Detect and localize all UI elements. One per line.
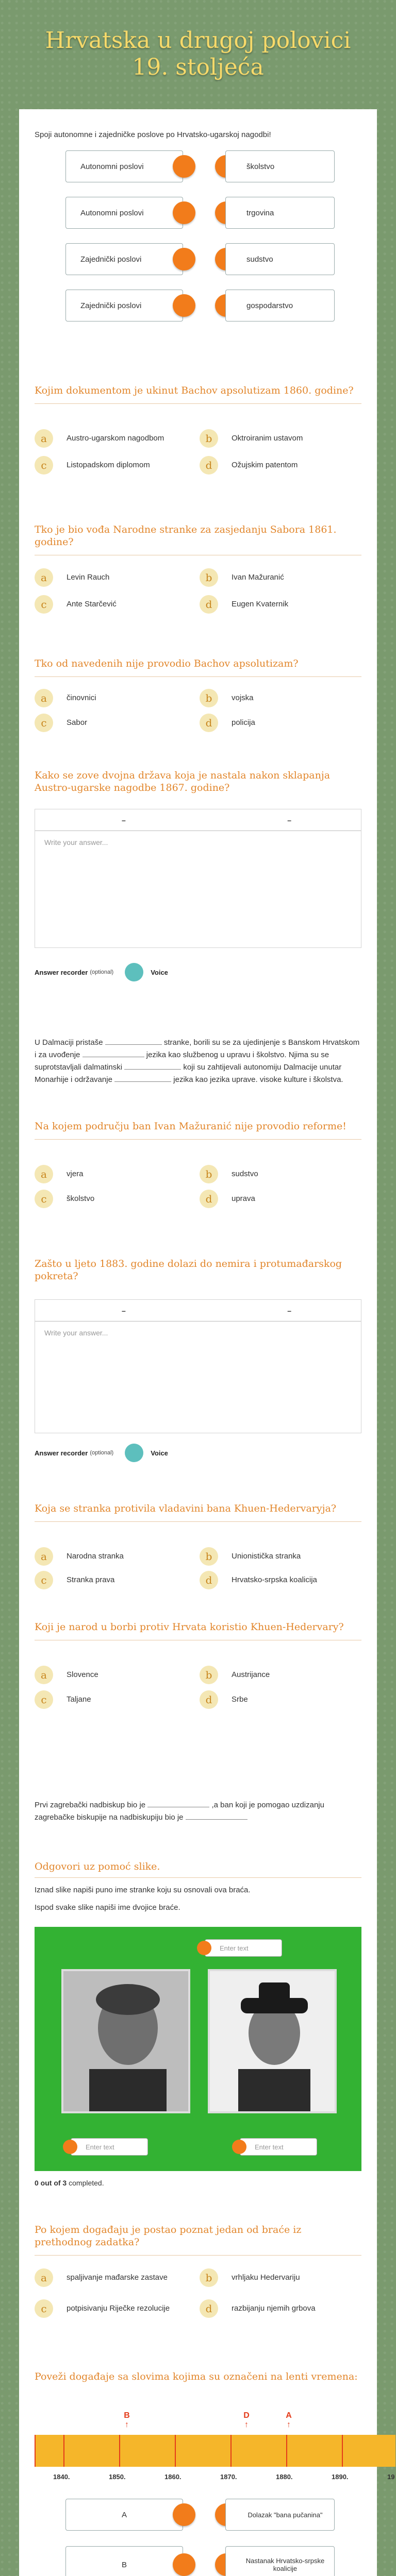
question-title: Odgovori uz pomoć slike. bbox=[35, 1861, 160, 1872]
timeline-tick bbox=[230, 2435, 232, 2467]
arrow-up-icon: ↑ bbox=[287, 2420, 291, 2429]
toolbar-dash[interactable]: – bbox=[287, 1306, 291, 1315]
matching-right-label: gospodarstvo bbox=[246, 301, 293, 310]
option-letter: c bbox=[35, 1571, 53, 1589]
option-text: razbijanju njemih grbova bbox=[232, 2304, 316, 2313]
option-c[interactable] bbox=[35, 1570, 189, 1590]
matching-left-item[interactable] bbox=[65, 290, 183, 321]
blank-input[interactable] bbox=[147, 1800, 209, 1807]
option-a[interactable] bbox=[35, 567, 189, 588]
timeline-tick bbox=[286, 2435, 287, 2467]
recorder-label: Answer recorder bbox=[35, 968, 88, 976]
pin-marker bbox=[197, 1941, 211, 1955]
divider bbox=[35, 1139, 361, 1140]
matching-row bbox=[35, 290, 361, 321]
question-title: Kako se zove dvojna država koja je nastala nakon sklapanja Austro-ugarske nagodbe 1867. godine? bbox=[35, 770, 331, 793]
divider bbox=[35, 2255, 361, 2256]
marker-letter: A bbox=[286, 2411, 292, 2420]
option-letter: b bbox=[200, 1666, 218, 1684]
mcq-question bbox=[35, 2224, 361, 2327]
option-letter: d bbox=[200, 595, 218, 614]
option-c[interactable] bbox=[35, 1689, 189, 1710]
matching-left-label: Zajednički poslovi bbox=[80, 301, 142, 310]
connector-dot[interactable] bbox=[173, 155, 195, 178]
timeline-bar bbox=[35, 2435, 395, 2467]
label-placeholder: Enter text bbox=[255, 2143, 284, 2151]
fill-text: koji su zahtijevali autonomiju Dalmacije unutar Monarhije i održavanje bbox=[35, 1063, 342, 1084]
option-letter: a bbox=[35, 1666, 53, 1684]
year-label: 1890. bbox=[332, 2473, 349, 2481]
fill-in-text bbox=[35, 1799, 361, 1824]
option-letter: a bbox=[35, 429, 53, 448]
connector-dot[interactable] bbox=[173, 2503, 195, 2526]
portrait-photo-right bbox=[208, 1969, 337, 2113]
mcq-question bbox=[35, 1503, 361, 1596]
fill-text: stranke, borili su se za ujedinjenje s Banskom Hrvatskom i za uvođenje bbox=[35, 1038, 360, 1059]
image-label-question bbox=[35, 1861, 361, 2201]
matching-prompt: Spoji autonomne i zajedničke poslove po Hrvatsko-ugarskoj nagodbi! bbox=[35, 130, 271, 139]
mcq-question bbox=[35, 1621, 361, 1714]
editor-toolbar bbox=[35, 809, 361, 831]
record-voice-button[interactable] bbox=[125, 1444, 143, 1462]
option-b[interactable] bbox=[200, 1665, 354, 1685]
option-letter: b bbox=[200, 1547, 218, 1566]
recorder-optional: (optional) bbox=[90, 969, 114, 975]
mcq-question bbox=[35, 1121, 361, 1224]
year-label: 1860. bbox=[164, 2473, 182, 2481]
mcq-question bbox=[35, 658, 361, 745]
timeline-letter-box[interactable] bbox=[65, 2499, 183, 2531]
arrow-up-icon: ↑ bbox=[244, 2420, 249, 2429]
timeline-letter-box[interactable] bbox=[65, 2546, 183, 2576]
completion-status bbox=[35, 2177, 104, 2189]
mcq-question bbox=[35, 524, 361, 627]
option-letter: a bbox=[35, 689, 53, 707]
toolbar-dash[interactable]: – bbox=[122, 1306, 126, 1315]
question-title: Tko od navedenih nije provodio Bachov apsolutizam? bbox=[35, 658, 299, 669]
option-letter: d bbox=[200, 1690, 218, 1709]
timeline-marker bbox=[285, 2411, 292, 2430]
option-letter: c bbox=[35, 595, 53, 614]
completion-suffix: completed. bbox=[69, 2179, 104, 2187]
matching-left-label: Zajednički poslovi bbox=[80, 255, 142, 264]
option-letter: d bbox=[200, 1571, 218, 1589]
event-box[interactable] bbox=[225, 2499, 335, 2531]
timeline-question bbox=[35, 2371, 395, 2576]
connector-dot[interactable] bbox=[173, 248, 195, 270]
option-letter: d bbox=[200, 714, 218, 732]
labeling-image bbox=[35, 1927, 361, 2171]
label-input-left[interactable] bbox=[71, 2138, 148, 2156]
option-d[interactable] bbox=[200, 1570, 354, 1590]
option-text: Austro-ugarskom nagodbom bbox=[67, 434, 164, 443]
option-text: Slovence bbox=[67, 1670, 98, 1680]
matching-right-item[interactable] bbox=[225, 197, 335, 229]
option-c[interactable] bbox=[35, 2298, 189, 2319]
matching-right-label: trgovina bbox=[246, 208, 274, 217]
option-a[interactable] bbox=[35, 2267, 189, 2288]
matching-right-item[interactable] bbox=[225, 150, 335, 182]
year-label: 1880. bbox=[276, 2473, 293, 2481]
matching-right-item[interactable] bbox=[225, 290, 335, 321]
blank-input[interactable] bbox=[82, 1050, 144, 1057]
option-d[interactable] bbox=[200, 2298, 354, 2319]
question-title: Po kojem događaju je postao poznat jedan od braće iz prethodnog zadatka? bbox=[35, 2224, 302, 2248]
connector-dot[interactable] bbox=[173, 294, 195, 317]
arrow-up-icon: ↑ bbox=[125, 2420, 129, 2429]
matching-area bbox=[35, 150, 361, 320]
matching-left-item[interactable] bbox=[65, 197, 183, 229]
portrait-photo-left bbox=[61, 1969, 190, 2113]
fill-text: jezika kao jezika uprave. visoke kulture i školstva. bbox=[173, 1075, 343, 1084]
recorder-label: Answer recorder bbox=[35, 1449, 88, 1457]
voice-label: Voice bbox=[151, 968, 168, 976]
matching-right-item[interactable] bbox=[225, 243, 335, 275]
option-letter: d bbox=[200, 456, 218, 474]
option-d[interactable] bbox=[200, 594, 354, 615]
fill-text: jezika kao službenog u upravu i školstvo. Njima su se suprotstavljali dalmatinski bbox=[35, 1050, 329, 1072]
option-text: Ožujskim patentom bbox=[232, 461, 298, 470]
event-label: Dolazak "bana pučanina" bbox=[248, 2511, 323, 2519]
year-label: 1870. bbox=[220, 2473, 237, 2481]
open-question bbox=[35, 770, 361, 996]
option-text: vjera bbox=[67, 1170, 84, 1179]
year-label: 1840. bbox=[53, 2473, 70, 2481]
question-title: Na kojem području ban Ivan Mažuranić nije provodio reforme! bbox=[35, 1121, 346, 1132]
option-text: Unionistička stranka bbox=[232, 1552, 301, 1561]
option-letter: c bbox=[35, 2299, 53, 2318]
divider bbox=[35, 1521, 361, 1522]
completion-count: 0 out of 3 bbox=[35, 2179, 67, 2187]
matching-row bbox=[35, 243, 361, 275]
event-box[interactable] bbox=[225, 2546, 335, 2576]
page-title-line-2: 19. stoljeća bbox=[132, 54, 264, 80]
matching-left-label: Autonomni poslovi bbox=[80, 162, 144, 171]
matching-row bbox=[35, 150, 361, 182]
option-b[interactable] bbox=[200, 567, 354, 588]
option-letter: a bbox=[35, 2268, 53, 2287]
option-b[interactable] bbox=[200, 1546, 354, 1567]
option-letter: d bbox=[200, 2299, 218, 2318]
matching-row bbox=[35, 2546, 361, 2576]
option-c[interactable] bbox=[35, 455, 189, 476]
option-letter: a bbox=[35, 1165, 53, 1183]
question-title: Kojim dokumentom je ukinut Bachov apsolutizam 1860. godine? bbox=[35, 385, 354, 396]
question-title: Koji je narod u borbi protiv Hrvata koristio Khuen-Hedervary? bbox=[35, 1621, 344, 1633]
timeline-tick bbox=[342, 2435, 343, 2467]
timeline-tick bbox=[63, 2435, 64, 2467]
option-letter: b bbox=[200, 568, 218, 587]
option-text: Oktroiranim ustavom bbox=[232, 434, 303, 443]
matching-left-item[interactable] bbox=[65, 243, 183, 275]
worksheet-card bbox=[19, 109, 395, 2576]
option-letter: a bbox=[35, 568, 53, 587]
mcq-question bbox=[35, 385, 361, 488]
timeline-marker bbox=[123, 2411, 130, 2430]
option-d[interactable] bbox=[200, 1689, 354, 1710]
label-input-right[interactable] bbox=[240, 2138, 317, 2156]
option-text: Sabor bbox=[67, 718, 88, 727]
divider bbox=[35, 676, 361, 677]
option-d[interactable] bbox=[200, 1189, 354, 1209]
option-d[interactable] bbox=[200, 455, 354, 476]
fill-text: ,a ban koji je pomogao bbox=[211, 1801, 290, 1809]
option-text: Ivan Mažuranić bbox=[232, 573, 284, 582]
pin-marker bbox=[63, 2140, 77, 2154]
timeline-letter: B bbox=[121, 2560, 127, 2569]
answer-recorder bbox=[35, 1444, 168, 1462]
question-title: Tko je bio vođa Narodne stranke za zasjedanju Sabora 1861. godine? bbox=[35, 524, 337, 548]
option-letter: b bbox=[200, 1165, 218, 1183]
option-text: Hrvatsko-srpska koalicija bbox=[232, 1575, 317, 1585]
fill-in-text bbox=[35, 1037, 361, 1086]
divider bbox=[35, 1877, 361, 1878]
option-c[interactable] bbox=[35, 1189, 189, 1209]
timeline-tick bbox=[175, 2435, 176, 2467]
option-letter: c bbox=[35, 1690, 53, 1709]
answer-textarea[interactable]: Write your answer... bbox=[44, 1329, 108, 1337]
option-text: Levin Rauch bbox=[67, 573, 110, 582]
option-text: Eugen Kvaternik bbox=[232, 600, 289, 609]
answer-recorder bbox=[35, 963, 168, 981]
blank-input[interactable] bbox=[124, 1062, 181, 1070]
event-label: Nastanak Hrvatsko-srpske koalicije bbox=[245, 2557, 325, 2572]
option-text: uprava bbox=[232, 1194, 255, 1204]
blank-input[interactable] bbox=[186, 1812, 248, 1820]
option-a[interactable] bbox=[35, 428, 189, 449]
matching-row bbox=[35, 2499, 361, 2531]
option-text: policija bbox=[232, 718, 255, 727]
page-title bbox=[0, 0, 396, 108]
connector-dot[interactable] bbox=[173, 201, 195, 224]
label-placeholder: Enter text bbox=[86, 2143, 114, 2151]
portrait-illustration bbox=[63, 1971, 190, 2113]
option-text: vojska bbox=[232, 693, 254, 703]
option-c[interactable] bbox=[35, 594, 189, 615]
connector-dot[interactable] bbox=[173, 2553, 195, 2576]
option-letter: c bbox=[35, 456, 53, 474]
answer-editor bbox=[35, 1299, 361, 1433]
divider bbox=[35, 403, 361, 404]
option-b[interactable] bbox=[200, 688, 354, 708]
option-b[interactable] bbox=[200, 428, 354, 449]
option-text: Narodna stranka bbox=[67, 1552, 124, 1561]
option-text: Austrijance bbox=[232, 1670, 270, 1680]
option-d[interactable] bbox=[200, 713, 354, 733]
option-text: Listopadskom diplomom bbox=[67, 461, 150, 470]
marker-letter: B bbox=[124, 2411, 130, 2420]
option-text: Ante Starčević bbox=[67, 600, 117, 609]
label-input-top[interactable] bbox=[205, 1939, 282, 1957]
option-a[interactable] bbox=[35, 1665, 189, 1685]
matching-left-item[interactable] bbox=[65, 150, 183, 182]
option-letter: d bbox=[200, 1190, 218, 1208]
voice-label: Voice bbox=[151, 1449, 168, 1457]
toolbar-dash[interactable]: – bbox=[122, 816, 126, 824]
matching-row bbox=[35, 197, 361, 229]
fill-text: Prvi zagrebački nadbiskup bio je bbox=[35, 1801, 146, 1809]
option-text: školstvo bbox=[67, 1194, 95, 1204]
label-placeholder: Enter text bbox=[220, 1944, 249, 1952]
option-text: Srbe bbox=[232, 1695, 248, 1704]
matching-right-label: školstvo bbox=[246, 162, 275, 171]
option-letter: b bbox=[200, 689, 218, 707]
option-b[interactable] bbox=[200, 1164, 354, 1184]
option-text: Stranka prava bbox=[67, 1575, 115, 1585]
answer-textarea[interactable]: Write your answer... bbox=[44, 838, 108, 846]
editor-toolbar bbox=[35, 1300, 361, 1321]
option-text: spaljivanje mađarske zastave bbox=[67, 2273, 168, 2282]
option-text: vrhljaku Hedervariju bbox=[232, 2273, 300, 2282]
portrait-illustration bbox=[210, 1971, 337, 2113]
instruction: Iznad slike napiši puno ime stranke koju su osnovali ova braća. bbox=[35, 1885, 251, 1894]
option-text: potpisivanju Riječke rezolucije bbox=[67, 2304, 170, 2313]
matching-left-label: Autonomni poslovi bbox=[80, 208, 144, 217]
timeline-marker bbox=[243, 2411, 250, 2430]
open-question bbox=[35, 1258, 361, 1490]
option-letter: a bbox=[35, 1547, 53, 1566]
matching-question bbox=[35, 129, 361, 141]
question-title: Zašto u ljeto 1883. godine dolazi do nemira i protumađarskog pokreta? bbox=[35, 1258, 342, 1282]
option-b[interactable] bbox=[200, 2267, 354, 2288]
option-letter: c bbox=[35, 714, 53, 732]
answer-editor bbox=[35, 809, 361, 948]
option-text: činovnici bbox=[67, 693, 96, 703]
fill-text: U Dalmaciji pristaše bbox=[35, 1038, 103, 1047]
fill-text: uzdizanju zagrebačke biskupije na nadbiskupiju bio je bbox=[35, 1801, 324, 1822]
option-a[interactable] bbox=[35, 1164, 189, 1184]
option-letter: c bbox=[35, 1190, 53, 1208]
question-title: Koja se stranka protivila vladavini bana Khuen-Hedervaryja? bbox=[35, 1503, 337, 1514]
page-title-line-1: Hrvatska u drugoj polovici bbox=[45, 27, 351, 54]
option-letter: b bbox=[200, 2268, 218, 2287]
timeline-tick bbox=[119, 2435, 120, 2467]
record-voice-button[interactable] bbox=[125, 963, 143, 981]
pin-marker bbox=[232, 2140, 246, 2154]
year-label: 19 bbox=[387, 2473, 395, 2481]
blank-input[interactable] bbox=[114, 1075, 171, 1082]
marker-letter: D bbox=[243, 2411, 250, 2420]
option-letter: b bbox=[200, 429, 218, 448]
recorder-optional: (optional) bbox=[90, 1450, 114, 1456]
option-c[interactable] bbox=[35, 713, 189, 733]
option-a[interactable] bbox=[35, 688, 189, 708]
blank-input[interactable] bbox=[105, 1038, 162, 1045]
year-label: 1850. bbox=[109, 2473, 126, 2481]
instruction: Ispod svake slike napiši ime dvojice braće. bbox=[35, 1903, 180, 1912]
toolbar-dash[interactable]: – bbox=[287, 816, 291, 824]
option-a[interactable] bbox=[35, 1546, 189, 1567]
option-text: Taljane bbox=[67, 1695, 91, 1704]
question-title: Poveži događaje sa slovima kojima su označeni na lenti vremena: bbox=[35, 2371, 358, 2382]
matching-right-label: sudstvo bbox=[246, 255, 273, 264]
timeline-letter: A bbox=[121, 2510, 127, 2519]
option-text: sudstvo bbox=[232, 1170, 258, 1179]
timeline-tick bbox=[35, 2435, 36, 2467]
